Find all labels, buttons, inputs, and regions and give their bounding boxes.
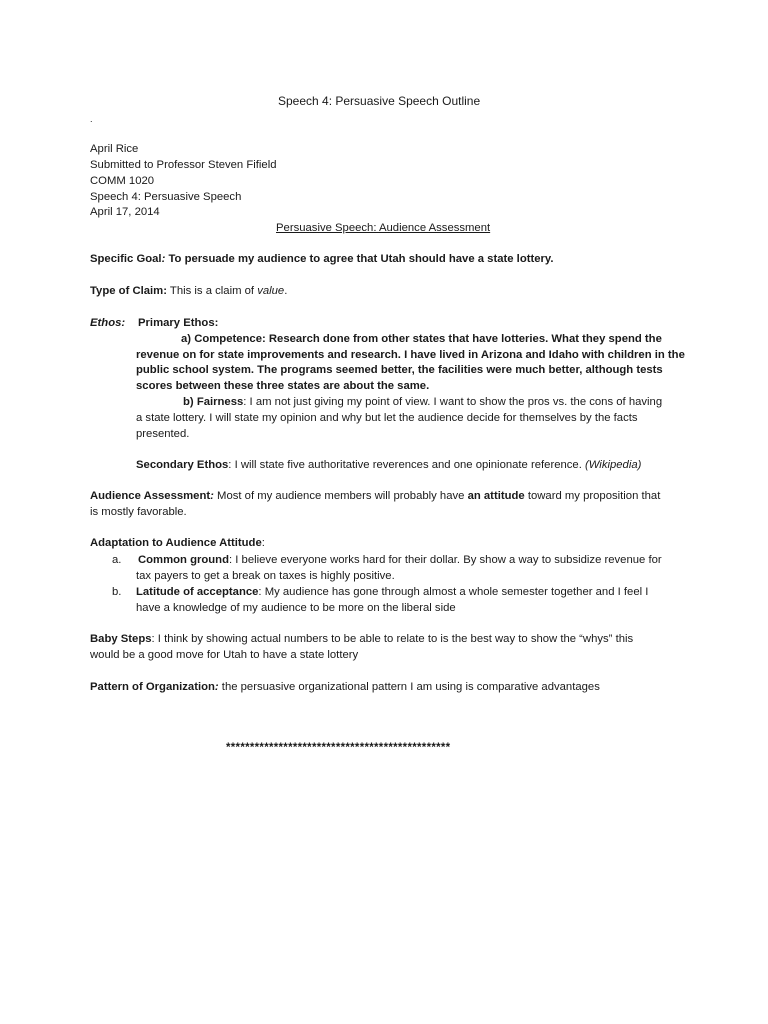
secondary-ethos-text: : I will state five authoritative reverences and one opinionate reference. — [228, 459, 585, 471]
fairness-prefix: b) — [183, 396, 197, 408]
author-name: April Rice — [90, 143, 139, 155]
competence-label: Competence: — [194, 333, 266, 345]
latitude-label: Latitude of acceptance — [136, 586, 259, 598]
latitude-text-1: : My audience has gone through almost a whole semester together and I feel I — [258, 586, 649, 598]
type-of-claim-text: This is a claim of — [167, 285, 258, 297]
adaptation-heading — [90, 536, 265, 552]
type-of-claim-value: value — [257, 285, 285, 297]
audience-assessment-colon: : — [210, 490, 214, 502]
audience-assessment-text-a: Most of my audience members will probably have — [213, 490, 468, 502]
pattern-text: the persuasive organizational pattern I am using is comparative advantages — [218, 681, 600, 693]
page-title: Speech 4: Persuasive Speech Outline — [278, 94, 481, 108]
specific-goal-colon: : — [161, 253, 166, 265]
secondary-ethos-source: (Wikipedia) — [584, 459, 642, 471]
baby-steps-label: Baby Steps — [90, 633, 152, 645]
submitted-to: Submitted to Professor Steven Fifield — [90, 159, 277, 171]
secondary-ethos-label: Secondary Ethos — [136, 459, 229, 471]
common-ground-label: Common ground — [138, 554, 229, 566]
audience-assessment-text-b: toward my proposition that — [524, 490, 661, 502]
type-of-claim-end: . — [284, 285, 288, 297]
pattern-colon: : — [214, 681, 219, 693]
fairness-line-3: presented. — [136, 428, 190, 440]
audience-assessment-label: Audience Assessment — [90, 490, 211, 502]
audience-assessment-line-1 — [90, 489, 660, 505]
course-code: COMM 1020 — [90, 175, 155, 187]
submission-date: April 17, 2014 — [90, 206, 160, 218]
fairness-label: Fairness — [196, 396, 244, 408]
list-marker-a: a. — [112, 554, 122, 566]
adaptation-colon: : — [261, 537, 265, 549]
baby-steps-line-1 — [90, 632, 633, 648]
secondary-ethos — [136, 458, 641, 474]
baby-steps-text-1: : I think by showing actual numbers to be able to relate to is the best way to show the “whys” this — [151, 633, 634, 645]
common-ground-line-1 — [138, 553, 662, 569]
competence-prefix: a) — [181, 333, 195, 345]
common-ground-text-1: : I believe everyone works hard for their dollar. By show a way to subsidize revenue for — [229, 554, 662, 566]
audience-assessment-line-2: is mostly favorable. — [90, 506, 187, 518]
competence-text-1: Research done from other states that have lotteries. What they spend the — [265, 333, 662, 345]
audience-assessment-bold: an attitude — [467, 490, 525, 502]
fairness-line-2: a state lottery. I will state my opinion and why but let the audience decide for themselves by the facts — [136, 412, 638, 424]
type-of-claim-label: Type of Claim: — [90, 285, 167, 297]
primary-ethos-text: Primary Ethos: — [138, 317, 219, 329]
ethos-label — [90, 316, 125, 332]
common-ground-line-2: tax payers to get a break on taxes is highly positive. — [136, 570, 395, 582]
fairness-line-1 — [183, 395, 662, 411]
adaptation-label: Adaptation to Audience Attitude — [90, 537, 262, 549]
ethos-label-text: Ethos: — [90, 317, 126, 329]
latitude-line-1 — [136, 585, 648, 601]
specific-goal-text: To persuade my audience to agree that Utah should have a state lottery. — [165, 253, 554, 265]
stray-mark: . — [90, 114, 93, 124]
type-of-claim — [90, 284, 287, 300]
competence-line-3 — [136, 363, 663, 379]
section-heading: Persuasive Speech: Audience Assessment — [276, 222, 491, 234]
competence-line-4 — [136, 379, 429, 395]
competence-text-2: revenue on for state improvements and research. I have lived in Arizona and Idaho with children in the — [136, 349, 685, 361]
specific-goal-label: Specific Goal — [90, 253, 162, 265]
competence-text-4: scores between these three states are about the same. — [136, 380, 430, 392]
fairness-text-1: : I am not just giving my point of view. I want to show the pros vs. the cons of having — [243, 396, 663, 408]
latitude-line-2: have a knowledge of my audience to be more on the liberal side — [136, 602, 456, 614]
primary-ethos-label — [138, 316, 218, 332]
pattern-label: Pattern of Organization — [90, 681, 215, 693]
competence-line-2 — [136, 348, 685, 364]
list-marker-b: b. — [112, 586, 122, 598]
specific-goal — [90, 252, 554, 268]
baby-steps-line-2: would be a good move for Utah to have a state lottery — [90, 649, 359, 661]
assignment-name: Speech 4: Persuasive Speech — [90, 191, 242, 203]
competence-line-1 — [181, 332, 662, 348]
competence-text-3: public school system. The programs seemed better, the facilities were much better, although tests — [136, 364, 663, 376]
asterisk-divider: *********************************************** — [226, 742, 451, 754]
pattern-of-organization — [90, 680, 600, 696]
